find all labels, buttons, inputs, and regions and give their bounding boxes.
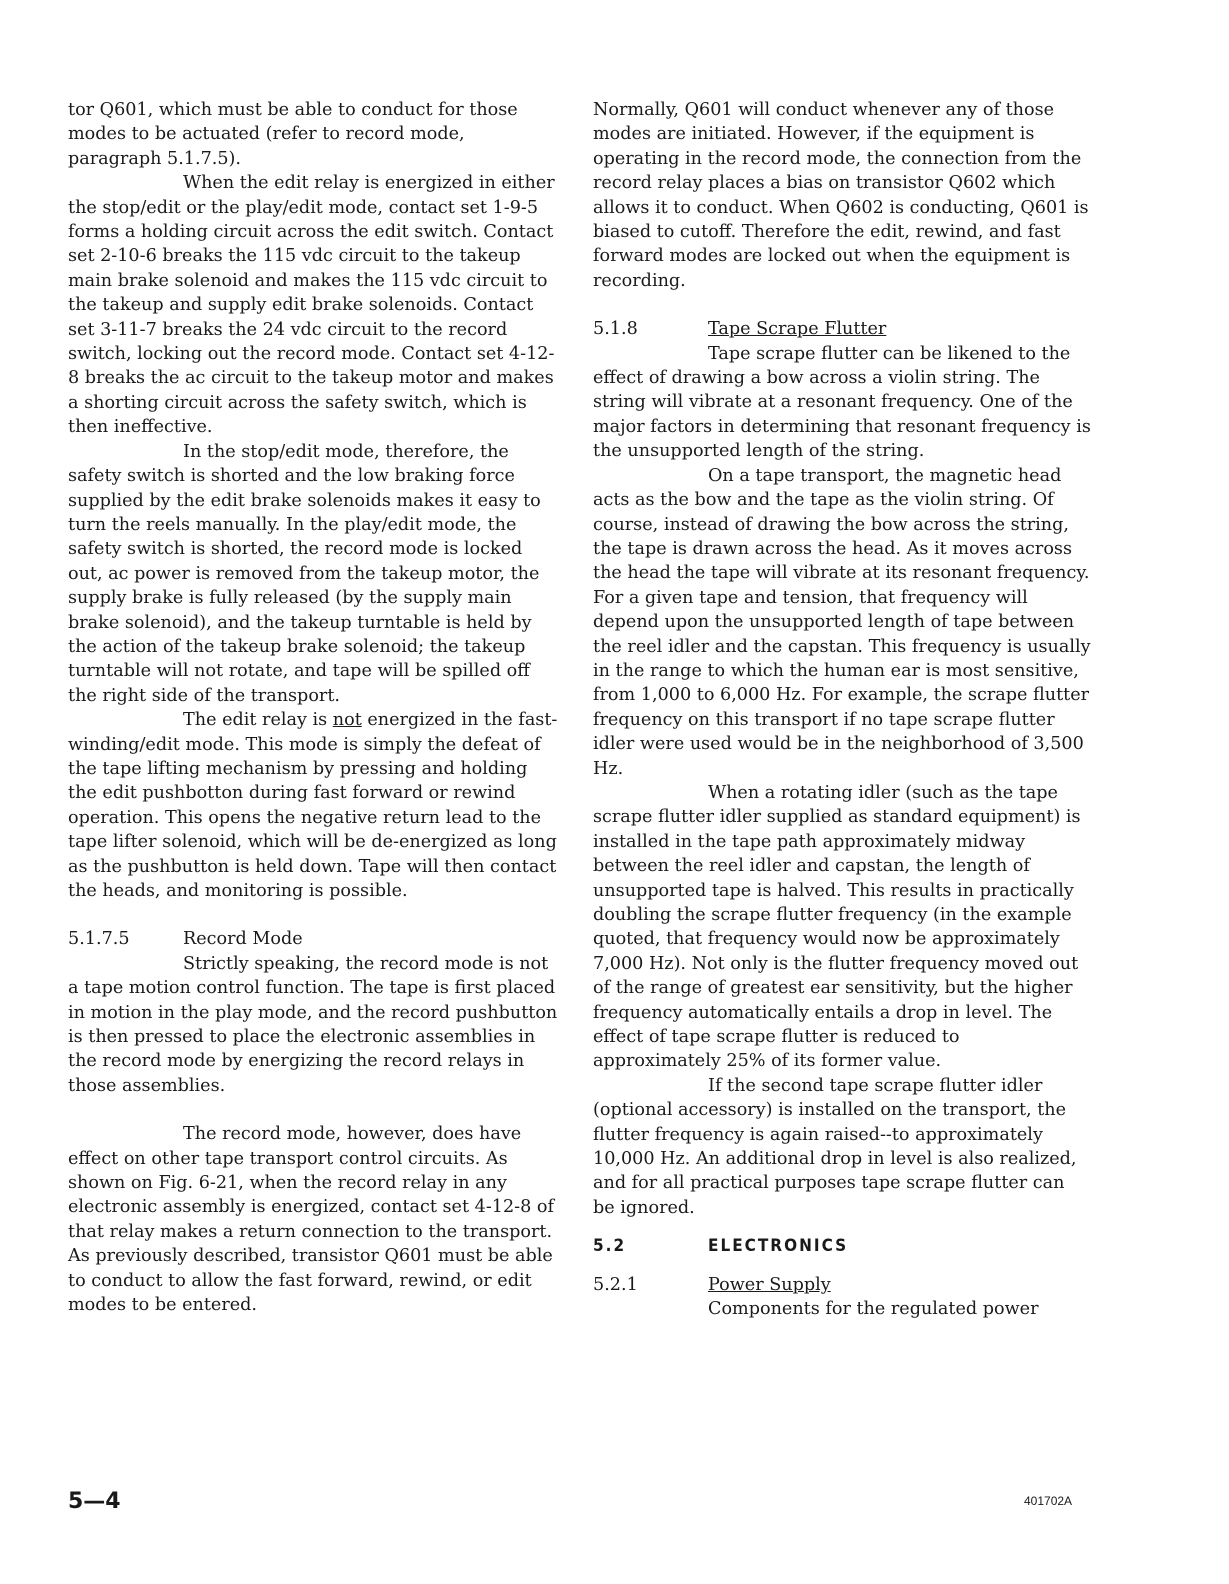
paragraph-magnetic-head: On a tape transport, the magnetic head acts as the bow and the tape as the violin string. Of course, instead of drawing the bow across the string, the tape is drawn across the head. As it moves across the head the tape will vibrate at its resonant frequency. For a given tape and tension, that frequency will depend upon the unsupported length of tape between the reel idler and the capstan. This frequency is usually in the range to which the human ear is most sensitive, from 1,000 to 6,000 Hz. For example, the scrape flutter frequency on this transport if no tape scrape flutter idler were used would be in the neighborhood of 3,500 Hz.: [593, 465, 1091, 779]
section-number: 5.1.8: [593, 319, 638, 340]
spacer: [68, 1098, 560, 1122]
section-title: Record Mode: [183, 929, 303, 950]
section-title: Power Supply: [708, 1274, 831, 1295]
page-number: 5—4: [68, 1489, 121, 1514]
paragraph-stop-edit: In the stop/edit mode, therefore, the safety switch is shorted and the low braking force supplied by the edit brake solenoids makes it easy to turn the reels manually. In the play/edit mode, the safety switch is shorted, the record mode is locked out, ac power is removed from the takeup motor, the supply brake is fully released (by the supply main brake solenoid), and the takeup turntable is held by the action of the takeup brake solenoid; the takeup turntable will not rotate, and tape will be spilled off the right side of the transport.: [68, 441, 541, 706]
heading-5-1-7-5: [68, 927, 560, 951]
paragraph-record-effect: The record mode, however, does have effect on other tape transport control circuits. As shown on Fig. 6-21, when the record relay in any electronic assembly is energized, contact set 4-12-8 of that relay makes a return connection to the transport. As previously described, transistor Q601 must be able to conduct to allow the fast forward, rewind, or edit modes to be entered.: [68, 1124, 554, 1316]
spacer: [68, 903, 560, 927]
left-column: [68, 98, 560, 1318]
section-number: 5.1.7.5: [68, 929, 130, 950]
section-number: 5.2: [593, 1236, 627, 1257]
spacer: [593, 1220, 1091, 1234]
paragraph-power-supply: Components for the regulated power: [708, 1299, 1039, 1320]
paragraph-flutter-intro: Tape scrape flutter can be likened to the effect of drawing a bow across a violin string. The string will vibrate at a resonant frequency. One of the major factors in determining that resonant frequency is the unsupported length of the string.: [593, 343, 1091, 462]
paragraph-fast-winding: [68, 708, 560, 903]
section-title: Tape Scrape Flutter: [708, 319, 887, 340]
paragraph-rotating-idler: When a rotating idler (such as the tape scrape flutter idler supplied as standard equipment) is installed in the tape path approximately midway between the reel idler and capstan, the length of unsupported tape is halved. This results in practically doubling the scrape flutter frequency (in the example quoted, that frequency would now be approximately 7,000 Hz). Not only is the flutter frequency moved out of the range of greatest ear sensitivity, but the higher frequency automatically entails a drop in level. The effect of tape scrape flutter is reduced to approximately 25% of its former value.: [593, 782, 1081, 1072]
right-column: [593, 98, 1091, 1322]
heading-5-2: [593, 1234, 1091, 1258]
heading-5-1-8: [593, 317, 1091, 341]
text-run: energized in the fast-winding/edit mode. This mode is simply the defeat of the tape lifting mechanism by pressing and holding the edit pushbotton during fast forward or rewind operation. This opens the negative return lead to the tape lifter solenoid, which will be de-energized as long as the pushbutton is held down. Tape will then contact the heads, and monitoring is possible.: [68, 710, 558, 901]
spacer: [593, 1259, 1091, 1273]
document-id: 401702A: [1024, 1494, 1073, 1508]
paragraph-edit-relay: When the edit relay is energized in either the stop/edit or the play/edit mode, contact set 1-9-5 forms a holding circuit across the edit switch. Contact set 2-10-6 breaks the 115 vdc circuit to the takeup main brake solenoid and makes the 115 vdc circuit to the takeup and supply edit brake solenoids. Contact set 3-11-7 breaks the 24 vdc circuit to the record switch, locking out the record mode. Contact set 4-12-8 breaks the ac circuit to the takeup motor and makes a shorting circuit across the safety switch, which is then ineffective.: [68, 173, 555, 438]
paragraph-record-mode: Strictly speaking, the record mode is not a tape motion control function. The tape is first placed in motion in the play mode, and the record pushbutton is then pressed to place the electronic assemblies in the record mode by energizing the record relays in those assemblies.: [68, 953, 558, 1096]
paragraph-continuation: tor Q601, which must be able to conduct for those modes to be actuated (refer to record mode, paragraph 5.1.7.5).: [68, 100, 518, 169]
emphasis-not: not: [332, 710, 362, 731]
section-title: ELECTRONICS: [708, 1236, 849, 1257]
paragraph-second-idler: If the second tape scrape flutter idler (optional accessory) is installed on the transport, the flutter frequency is again raised--to approximately 10,000 Hz. An additional drop in level is also realized, and for all practical purposes tape scrape flutter can be ignored.: [593, 1075, 1077, 1218]
heading-5-2-1: [593, 1273, 1091, 1297]
text-run: The edit relay is: [183, 710, 333, 731]
paragraph-q601: Normally, Q601 will conduct whenever any of those modes are initiated. However, if the equipment is operating in the record mode, the connection from the record relay places a bias on transistor Q602 which allows it to conduct. When Q602 is conducting, Q601 is biased to cutoff. Therefore the edit, rewind, and fast forward modes are locked out when the equipment is recording.: [593, 100, 1089, 291]
section-number: 5.2.1: [593, 1274, 638, 1295]
spacer: [593, 293, 1091, 317]
